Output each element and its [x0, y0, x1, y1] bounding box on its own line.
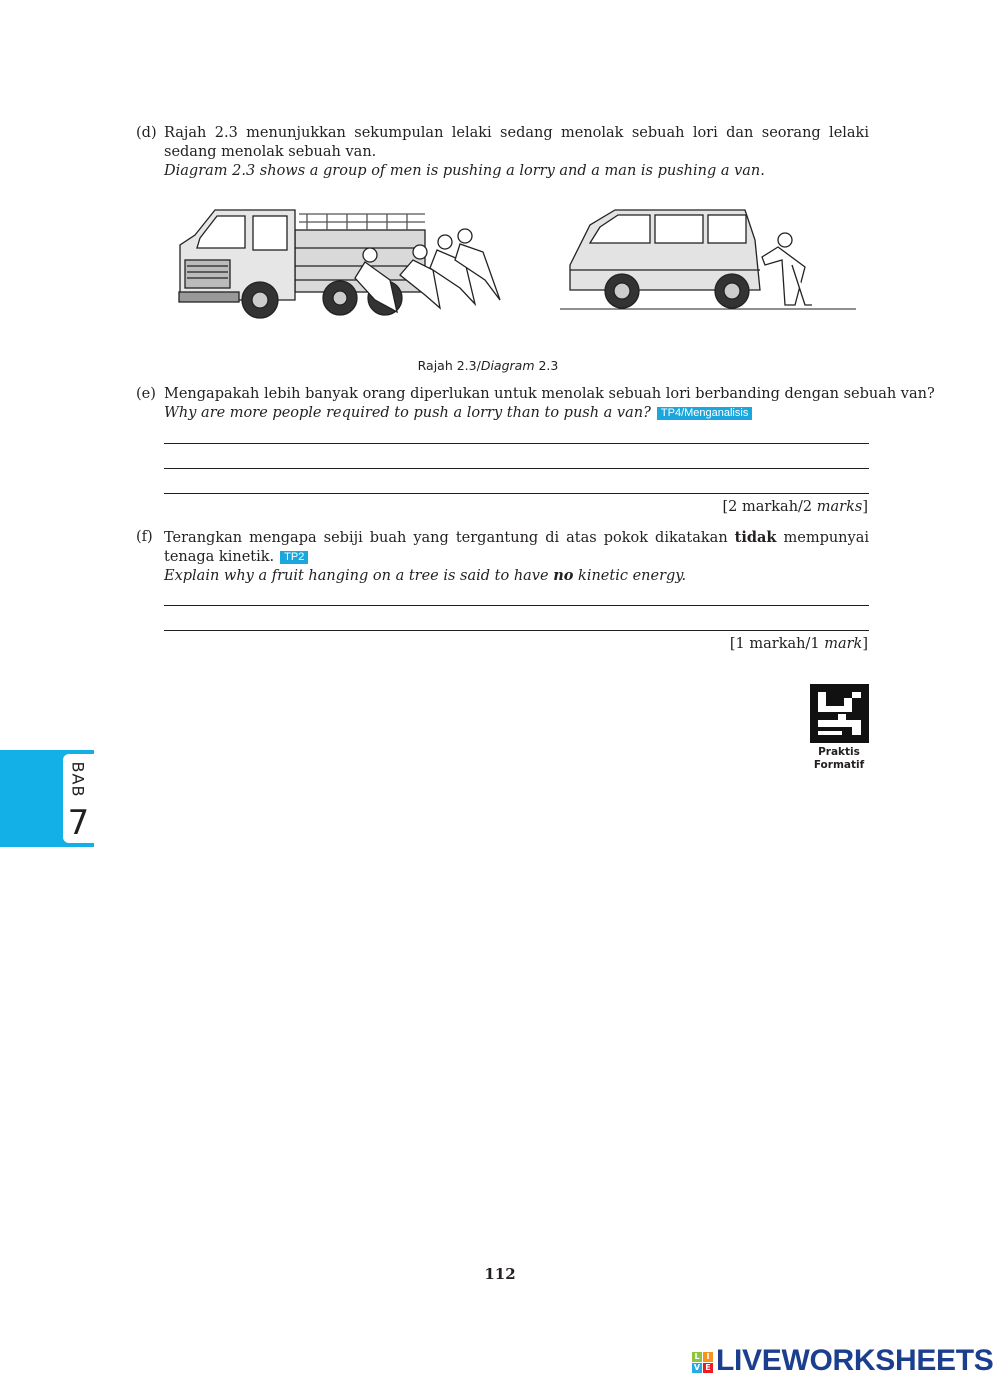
answer-line-e-3[interactable] — [164, 493, 869, 494]
answer-line-e-2[interactable] — [164, 468, 869, 469]
question-f-label: (f) — [136, 529, 153, 545]
question-e-marks — [600, 499, 868, 515]
marks-e-en: marks — [816, 499, 863, 515]
question-f-marks — [600, 636, 868, 652]
chapter-number: 7 — [67, 803, 90, 843]
caption-ms: Rajah 2.3/ — [417, 358, 481, 373]
caption-en: Diagram — [480, 358, 535, 373]
question-f-ms-part2: mempunyai tenaga kinetik. — [164, 530, 869, 565]
question-e-text-en: Why are more people required to push a lorry than to push a van? — [164, 405, 651, 421]
caption-num: 2.3 — [534, 358, 559, 373]
page-number: 112 — [484, 1265, 516, 1283]
question-f-en-bold: no — [553, 567, 574, 584]
marks-f-close: ] — [862, 636, 868, 652]
question-f-ms-part1: Terangkan mengapa sebiji buah yang tergantung di atas pokok dikatakan — [164, 530, 735, 546]
chapter-word: BAB — [68, 761, 88, 798]
question-d-text-ms: Rajah 2.3 menunjukkan sekumpulan lelaki sedang menolak sebuah lori dan seorang lelaki sedang menolak sebuah van. — [164, 125, 869, 160]
answer-line-f-2[interactable] — [164, 630, 869, 631]
lorry-pushing-illustration — [175, 200, 515, 330]
question-f-text-ms — [164, 528, 869, 567]
question-f-en-part2: kinetic energy. — [573, 568, 687, 584]
diagram-caption — [388, 358, 588, 373]
question-f-en-part1: Explain why a fruit hanging on a tree is said to have — [164, 568, 554, 584]
marks-f-ms: [1 markah/1 — [729, 636, 825, 652]
brand-logo-icon — [692, 1352, 714, 1374]
question-f-tag-badge: TP2 — [280, 551, 308, 564]
qr-code-icon[interactable] — [810, 684, 869, 743]
brand-mini-e: E — [703, 1363, 713, 1373]
brand-mini-i: I — [703, 1352, 713, 1362]
chapter-badge — [63, 754, 94, 843]
chapter-side-tab — [0, 750, 94, 847]
answer-line-e-1[interactable] — [164, 443, 869, 444]
question-e-text-ms: Mengapakah lebih banyak orang diperlukan untuk menolak sebuah lori berbanding dengan sebuah van? — [164, 386, 935, 402]
question-f-ms-bold: tidak — [734, 529, 777, 546]
answer-line-f-1[interactable] — [164, 605, 869, 606]
van-pushing-illustration — [560, 205, 860, 315]
marks-e-close: ] — [862, 499, 868, 515]
brand-mini-l: L — [692, 1352, 702, 1362]
brand-name[interactable]: LIVEWORKSHEETS — [716, 1344, 994, 1377]
qr-label-line1: Praktis — [818, 746, 860, 758]
brand-mini-v: V — [693, 1363, 701, 1372]
marks-f-en: mark — [824, 636, 863, 652]
marks-e-ms: [2 markah/2 — [722, 499, 817, 515]
qr-label — [799, 746, 879, 772]
question-d-label: (d) — [136, 125, 157, 141]
question-f-text-en — [164, 566, 869, 586]
question-e-label: (e) — [136, 386, 156, 402]
question-d-text-en: Diagram 2.3 shows a group of men is pushing a lorry and a man is pushing a van. — [164, 163, 765, 179]
question-e-tag-badge: TP4/Menganalisis — [657, 407, 752, 420]
qr-label-line2: Formatif — [813, 759, 865, 771]
question-e-text-en-line — [164, 404, 869, 423]
